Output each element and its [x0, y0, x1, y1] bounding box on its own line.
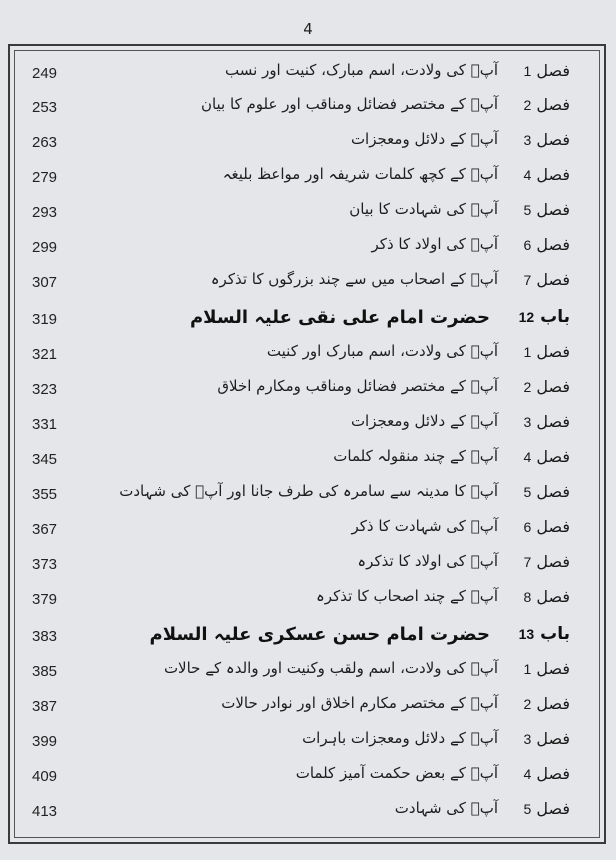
label-word: فصل: [536, 552, 570, 571]
label-word: فصل: [536, 270, 570, 289]
label-word: فصل: [536, 517, 570, 536]
label-number: 5: [523, 484, 532, 500]
toc-page-number: 383: [32, 628, 58, 645]
section-label: [523, 659, 570, 678]
section-label: [523, 95, 570, 114]
label-number: 1: [523, 63, 532, 79]
section-label: [523, 235, 570, 254]
label-number: 7: [523, 272, 532, 288]
label-number: 2: [523, 379, 532, 395]
section-label: [523, 552, 570, 571]
toc-section-row[interactable]: [30, 513, 570, 547]
section-title: آپؑ کی شہادت کا بیان: [349, 200, 498, 218]
section-label: [523, 165, 570, 184]
toc-page-number: 299: [32, 239, 58, 256]
section-label: [523, 342, 570, 361]
label-number: 3: [523, 414, 532, 430]
section-title: آپؑ کا مدینہ سے سامرہ کی طرف جانا اور آپؑ کی شہادت: [119, 482, 498, 500]
toc-section-row[interactable]: [30, 57, 570, 91]
label-number: 5: [523, 202, 532, 218]
section-label: [523, 447, 570, 466]
label-number: 1: [523, 344, 532, 360]
section-label: [523, 799, 570, 818]
toc-page-number: 249: [32, 65, 58, 82]
toc-page-number: 387: [32, 698, 58, 715]
label-number: 4: [523, 167, 532, 183]
toc-page-number: 345: [32, 451, 58, 468]
section-label: [523, 587, 570, 606]
label-word: فصل: [536, 342, 570, 361]
toc-section-row[interactable]: [30, 655, 570, 689]
toc-section-row[interactable]: [30, 161, 570, 195]
chapter-title: حضرت امام علی نقی علیہ السلام: [189, 307, 490, 328]
section-title: آپؑ کی اولاد کا تذکرہ: [357, 552, 498, 570]
toc-chapter-row[interactable]: [30, 620, 570, 654]
toc-section-row[interactable]: [30, 548, 570, 582]
toc-section-row[interactable]: [30, 725, 570, 759]
label-word: فصل: [536, 482, 570, 501]
label-number: 2: [523, 97, 532, 113]
label-word: فصل: [536, 235, 570, 254]
label-number: 13: [518, 626, 535, 642]
section-label: [523, 130, 570, 149]
section-title: آپؑ کے اصحاب میں سے چند بزرگوں کا تذکرہ: [210, 270, 498, 288]
label-word: فصل: [536, 61, 570, 80]
toc-section-row[interactable]: [30, 478, 570, 512]
label-word: فصل: [536, 95, 570, 114]
label-number: 6: [523, 519, 532, 535]
toc-section-row[interactable]: [30, 690, 570, 724]
label-number: 3: [523, 731, 532, 747]
label-number: 6: [523, 237, 532, 253]
section-title: آپؑ کے کچھ کلمات شریفہ اور مواعظ بلیغہ: [222, 165, 498, 183]
section-label: [523, 729, 570, 748]
toc-section-row[interactable]: [30, 91, 570, 125]
label-word: باب: [540, 624, 570, 644]
label-number: 4: [523, 766, 532, 782]
toc-page-number: 263: [32, 134, 58, 151]
toc-page-number: 331: [32, 416, 58, 433]
toc-section-row[interactable]: [30, 760, 570, 794]
toc-section-row[interactable]: [30, 795, 570, 829]
toc-page-number: 321: [32, 346, 58, 363]
section-title: آپؑ کی ولادت، اسم مبارک، کنیت اور نسب: [225, 61, 498, 79]
section-title: آپؑ کی شہادت کا ذکر: [351, 517, 498, 535]
label-word: فصل: [536, 764, 570, 783]
label-number: 7: [523, 554, 532, 570]
toc-section-row[interactable]: [30, 231, 570, 265]
label-word: فصل: [536, 200, 570, 219]
toc-section-row[interactable]: [30, 196, 570, 230]
section-title: آپؑ کی ولادت، اسم ولقب وکنیت اور والدہ کے حالات: [163, 659, 498, 677]
section-title: آپؑ کے مختصر فضائل ومناقب اور علوم کا بیان: [200, 95, 498, 113]
label-number: 3: [523, 132, 532, 148]
label-number: 8: [523, 589, 532, 605]
label-number: 5: [523, 801, 532, 817]
page-number: 4: [303, 20, 313, 38]
label-word: فصل: [536, 412, 570, 431]
toc-page-number: 399: [32, 733, 58, 750]
section-title: آپؑ کے دلائل ومعجزات: [350, 130, 498, 148]
section-title: آپؑ کی ولادت، اسم مبارک اور کنیت: [266, 342, 498, 360]
toc-section-row[interactable]: [30, 443, 570, 477]
toc-page-number: 279: [32, 169, 58, 186]
label-word: فصل: [536, 694, 570, 713]
toc-section-row[interactable]: [30, 583, 570, 617]
chapter-title: حضرت امام حسن عسکری علیہ السلام: [149, 624, 490, 645]
section-label: [523, 200, 570, 219]
toc-page-number: 409: [32, 768, 58, 785]
section-label: [523, 764, 570, 783]
section-label: [523, 61, 570, 80]
chapter-label: [519, 624, 570, 644]
section-title: آپؑ کے چند منقولہ کلمات: [333, 447, 498, 465]
label-word: فصل: [536, 377, 570, 396]
section-label: [523, 694, 570, 713]
label-word: فصل: [536, 130, 570, 149]
section-title: آپؑ کے مختصر فضائل ومناقب ومکارم اخلاق: [217, 377, 498, 395]
toc-page-number: 355: [32, 486, 58, 503]
label-number: 4: [523, 449, 532, 465]
section-title: آپؑ کے دلائل ومعجزات باہرات: [302, 729, 498, 747]
label-number: 2: [523, 696, 532, 712]
toc-page-number: 293: [32, 204, 58, 221]
section-title: آپؑ کی شہادت: [394, 799, 498, 817]
toc-page-number: 413: [32, 803, 58, 820]
toc-section-row[interactable]: [30, 266, 570, 300]
label-number: 1: [523, 661, 532, 677]
toc-page-number: 319: [32, 311, 58, 328]
label-word: فصل: [536, 587, 570, 606]
section-label: [523, 377, 570, 396]
toc-page-number: 385: [32, 663, 58, 680]
toc-page-number: 253: [32, 99, 58, 116]
label-word: باب: [540, 307, 570, 327]
section-title: آپؑ کے مختصر مکارم اخلاق اور نوادر حالات: [221, 694, 498, 712]
toc-page-number: 307: [32, 274, 58, 291]
toc-chapter-row[interactable]: [30, 303, 570, 337]
toc-page-number: 373: [32, 556, 58, 573]
section-label: [523, 482, 570, 501]
toc-section-row[interactable]: [30, 408, 570, 442]
section-title: آپؑ کے چند اصحاب کا تذکرہ: [316, 587, 498, 605]
section-title: آپؑ کے بعض حکمت آمیز کلمات: [295, 764, 498, 782]
section-label: [523, 412, 570, 431]
toc-section-row[interactable]: [30, 373, 570, 407]
section-label: [523, 517, 570, 536]
label-word: فصل: [536, 165, 570, 184]
label-word: فصل: [536, 729, 570, 748]
toc-section-row[interactable]: [30, 126, 570, 160]
toc-page-number: 367: [32, 521, 58, 538]
section-title: آپؑ کے دلائل ومعجزات: [350, 412, 498, 430]
toc-page-number: 323: [32, 381, 58, 398]
toc-section-row[interactable]: [30, 338, 570, 372]
label-number: 12: [518, 309, 535, 325]
toc-page-number: 379: [32, 591, 58, 608]
label-word: فصل: [536, 447, 570, 466]
section-label: [523, 270, 570, 289]
section-title: آپؑ کی اولاد کا ذکر: [371, 235, 498, 253]
label-word: فصل: [536, 799, 570, 818]
chapter-label: [519, 307, 570, 327]
label-word: فصل: [536, 659, 570, 678]
